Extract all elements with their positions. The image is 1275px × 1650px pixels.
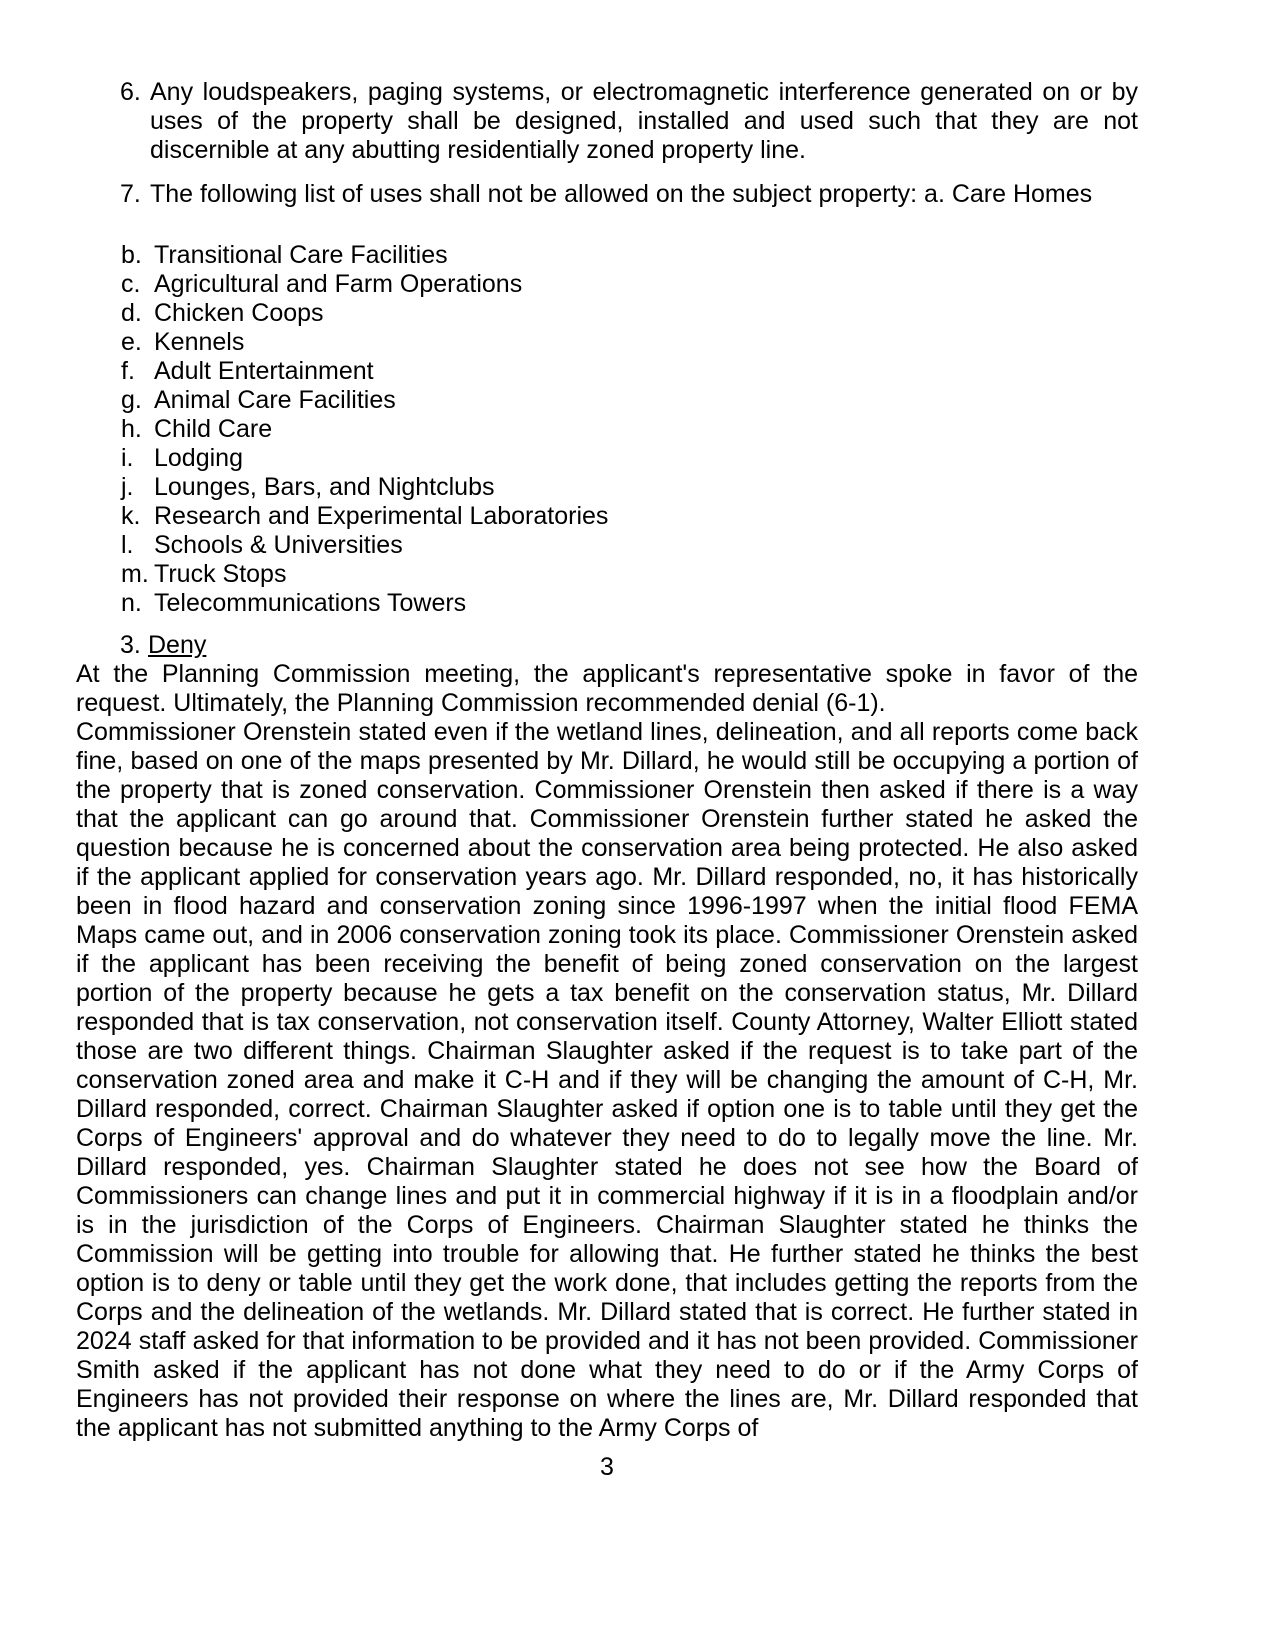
item-letter: n. [121, 589, 142, 617]
item-letter: g. [121, 386, 142, 414]
item-number: 3. [120, 631, 141, 659]
item-text: Transitional Care Facilities [154, 241, 448, 269]
item-letter: m. [121, 560, 149, 588]
item-text: Adult Entertainment [154, 357, 374, 385]
item-text: Telecommunications Towers [154, 589, 467, 617]
item-letter: d. [121, 299, 142, 327]
item-letter: e. [121, 328, 142, 356]
item-text: Lounges, Bars, and Nightclubs [154, 473, 495, 501]
item-letter: h. [121, 415, 142, 443]
item-letter: k. [121, 502, 141, 530]
item-text: Child Care [154, 415, 273, 443]
item-text: Kennels [154, 328, 245, 356]
list-item [121, 444, 1138, 473]
page-number: 3 [600, 1453, 614, 1481]
item-letter: l. [121, 531, 134, 559]
list-item [121, 357, 1138, 386]
list-item [121, 270, 1138, 299]
item-number: 7. [120, 180, 141, 208]
paragraph-discussion: Commissioner Orenstein stated even if the wetland lines, delineation, and all reports come back fine, based on one of the maps presented by Mr. Dillard, he would still be occupying a portion of the property that is zoned conservation. Commissioner Orenstein then asked if there is a way that the applicant can go around that. Commissioner Orenstein further stated he asked the question because he is concerned about the conservation area being protected. He also asked if the applicant applied for conservation years ago. Mr. Dillard responded, no, it has historically been in flood hazard and conservation zoning since 1996-1997 when the initial flood FEMA Maps came out, and in 2006 conservation zoning took its place. Commissioner Orenstein asked if the applicant has been receiving the benefit of being zoned conservation on the largest portion of the property because he gets a tax benefit on the conservation status, Mr. Dillard responded that is tax conservation, not conservation itself. County Attorney, Walter Elliott stated those are two different things. Chairman Slaughter asked if the request is to take part of the conservation zoned area and make it C-H and if they will be changing the amount of C-H, Mr. Dillard responded, correct. Chairman Slaughter asked if option one is to table until they get the Corps of Engineers' approval and do whatever they need to do to legally move the line. Mr. Dillard responded, yes. Chairman Slaughter stated he does not see how the Board of Commissioners can change lines and put it in commercial highway if it is in a floodplain and/or is in the jurisdiction of the Corps of Engineers. Chairman Slaughter stated he thinks the Commission will be getting into trouble for allowing that. He further stated he thinks the best option is to deny or table until they get the work done, that includes getting the reports from the Corps and the delineation of the wetlands. Mr. Dillard stated that is correct. He further stated in 2024 staff asked for that information to be provided and it has not been provided. Commissioner Smith asked if the applicant has not done what they need to do or if the Army Corps of Engineers has not provided their response on where the lines are, Mr. Dillard responded that the applicant has not submitted anything to the Army Corps of [76, 718, 1138, 1442]
list-item [121, 473, 1138, 502]
list-item [121, 560, 1138, 589]
decision-text: Deny [148, 631, 207, 659]
item-letter: j. [121, 473, 134, 501]
list-item [121, 386, 1138, 415]
prohibited-uses-list [76, 241, 1138, 618]
list-item [121, 531, 1138, 560]
paragraph-commission-summary: At the Planning Commission meeting, the applicant's representative spoke in favor of the request. Ultimately, the Planning Commission recommended denial (6-1). [76, 660, 1138, 717]
item-text: Truck Stops [154, 560, 287, 588]
item-text: Animal Care Facilities [154, 386, 396, 414]
item-letter: c. [121, 270, 141, 298]
list-item [121, 415, 1138, 444]
decision-item [76, 631, 1138, 660]
list-item [121, 241, 1138, 270]
list-item [121, 328, 1138, 357]
item-letter: i. [121, 444, 134, 472]
item-letter: b. [121, 241, 142, 269]
item-text: Lodging [154, 444, 243, 472]
item-text: Agricultural and Farm Operations [154, 270, 523, 298]
item-text: The following list of uses shall not be allowed on the subject property: a. Care Homes [150, 180, 1093, 208]
list-item [121, 299, 1138, 328]
item-text: Any loudspeakers, paging systems, or electromagnetic interference generated on or by uses of the property shall be designed, installed and used such that they are not discernible at any abutting residentially zoned property line. [150, 78, 1138, 164]
item-text: Research and Experimental Laboratories [154, 502, 609, 530]
item-letter: f. [121, 357, 135, 385]
list-item [121, 589, 1138, 618]
item-text: Schools & Universities [154, 531, 403, 559]
numbered-item-7 [76, 180, 1138, 209]
list-item [121, 502, 1138, 531]
item-text: Chicken Coops [154, 299, 324, 327]
numbered-item-6 [76, 78, 1138, 165]
item-number: 6. [120, 78, 141, 106]
